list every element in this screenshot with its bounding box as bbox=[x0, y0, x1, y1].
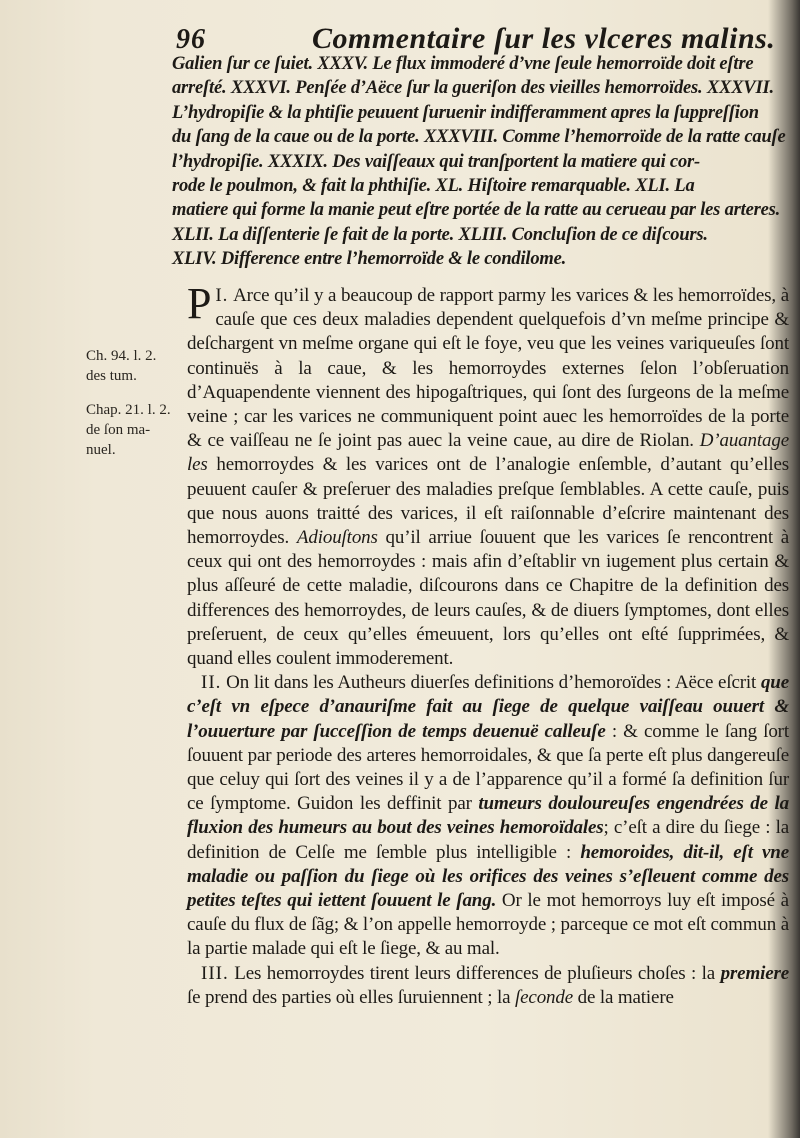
summary-line: matiere qui forme la manie peut eſtre portée de la ratte au cerueau par les arteres. bbox=[172, 200, 781, 221]
summary-line: XLIV. Difference entre l’hemorroïde & le condilome. bbox=[172, 249, 567, 270]
paragraph-text: Or le mot hemorroys luy eſt imposé à cauſe du flux de ſãg; & l’on appelle hemorroyde ; parceque ce mot eſt commun à la partie malade qui eſt le ſiege, & au mal. bbox=[187, 890, 789, 960]
drop-cap: P bbox=[187, 279, 212, 328]
paragraph-text: Les hemorroydes tirent leurs differences de pluſieurs choſes : la bbox=[234, 962, 716, 984]
paragraph-text: de la matiere bbox=[577, 986, 674, 1008]
summary-line: L’hydropiſie & la phtiſie peuuent ſuruenir indifferamment apres la ſuppreſſion bbox=[172, 102, 759, 123]
summary-line: l’hydropiſie. XXXIX. Des vaiſſeaux qui tranſportent la matiere qui cor- bbox=[172, 151, 700, 172]
italic-phrase: D’auantage les bbox=[187, 430, 789, 476]
quotation: que c’eſt vn eſpece d’anauriſme fait au ſiege de quelque vaiſſeau ouuert & l’ouuerture par ſucceſſion de temps deuenuë calleuſe bbox=[187, 672, 790, 742]
margin-note-chapter-21: Chap. 21. l. 2. de ſon ma-nuel. bbox=[86, 402, 171, 458]
margin-note-chapter-94: Ch. 94. l. 2. des tum. bbox=[86, 348, 157, 384]
italic-phrase: premiere bbox=[720, 962, 790, 984]
paragraph-text: ſe prend des parties où elles ſuruiennent ; la bbox=[187, 986, 511, 1008]
paragraph-text: Arce qu’il y a beaucoup de rapport parmy les varices & les hemorroïdes, à cauſe que ces deux maladies dependent quelquefois d’vn meſme principe & deſchargent vn meſme organe qui eſt le foye, veu que les veines variqueuſes ſont continuës à la caue, & les hemorroydes externes ſelon l’obſeruation d’Aquapendente viennent des hipogaſtriques, qui ſont des ſurgeons de la meſme veine ; car les varices ne communiquent point auec les hemorroïdes de la porte & ce vaiſſeau ne ſe joint pas auec la veine caue, au dire de Riolan. bbox=[187, 285, 789, 452]
summary-line: arreſté. XXXVI. Penſée d’Aëce ſur la gueriſon des vieilles hemorroïdes. XXXVII. bbox=[172, 78, 774, 99]
quotation: hemoroides, dit-il, eſt vne maladie ou paſſion du ſiege où les orifices des veines s’eſleuent comme des petites teſtes qui iettent ſouuent le ſang. bbox=[187, 841, 789, 912]
summary-line: du ſang de la caue ou de la porte. XXXVIII. Comme l’hemorroïde de la ratte cauſe bbox=[172, 127, 786, 148]
chapter-summary bbox=[172, 52, 798, 272]
paragraph-text: ; c’eſt a dire du ſiege : la definition de Celſe me ſemble plus intelligible : bbox=[187, 817, 790, 863]
italic-phrase: Adiouſtons bbox=[296, 527, 378, 549]
italic-phrase: ſeconde bbox=[515, 986, 574, 1008]
paragraph-text: : & comme le ſang ſort ſouuent par periode des arteres hemorroidales, & que ſa perte eſt plus dangereuſe que celuy qui ſort des veines il y a de l’apparence qu’il a formé ſa definition ſur ce ſymptome. Guidon les deffinit par bbox=[187, 720, 789, 815]
main-text bbox=[187, 279, 790, 1010]
paragraph-text: qu’il arriue ſouuent que les varices ſe rencontrent à ceux qui ont des hemorroydes : mais afin d’eſtablir vn iugement plus certain & plus aſſeuré de cette maladie, diſcourons dans ce Chapitre de la definition des differences des hemorroydes, de leurs cauſes, & de diuers ſymptomes, dont elles preſeruent, de ceux qu’elles émeuuent, lors qu’elles ont eſté ſupprimées, & quand elles coulent immoderement. bbox=[187, 527, 789, 670]
summary-line: rode le poulmon, & fait la phthiſie. XL. Hiſtoire remarquable. XLI. La bbox=[172, 176, 695, 197]
quotation: tumeurs douloureuſes engendrées de la fluxion des humeurs au bout des veines hemoroïdales bbox=[187, 793, 789, 839]
page-number: 96 bbox=[176, 24, 206, 55]
paragraph-3 bbox=[187, 962, 789, 1010]
section-number: III. bbox=[201, 962, 229, 984]
section-number: I. bbox=[215, 285, 229, 306]
running-title: Commentaire ſur les vlceres malins. bbox=[312, 22, 776, 55]
paragraph-2 bbox=[187, 671, 789, 961]
page-header bbox=[176, 22, 776, 56]
summary-line: XLII. La diſſenterie ſe fait de la porte. XLIII. Concluſion de ce diſcours. bbox=[172, 224, 708, 245]
paragraph-1 bbox=[187, 279, 789, 671]
paragraph-text: hemorroydes & les varices ont de l’analogie enſemble, d’autant qu’elles peuuent cauſer & preſeruer des maladies preſque ſemblables. A cette cauſe, puis que nous auons traitté des varices, il eſt raiſonnable d’eſcrire maintenant des hemorroydes. bbox=[187, 454, 789, 549]
section-number: II. bbox=[201, 672, 222, 694]
paragraph-text: On lit dans les Autheurs diuerſes definitions d’hemoroïdes : Aëce eſcrit bbox=[226, 672, 757, 694]
summary-line: Galien ſur ce ſuiet. XXXV. Le flux immoderé d’vne ſeule hemorroïde doit eſtre bbox=[172, 54, 754, 74]
